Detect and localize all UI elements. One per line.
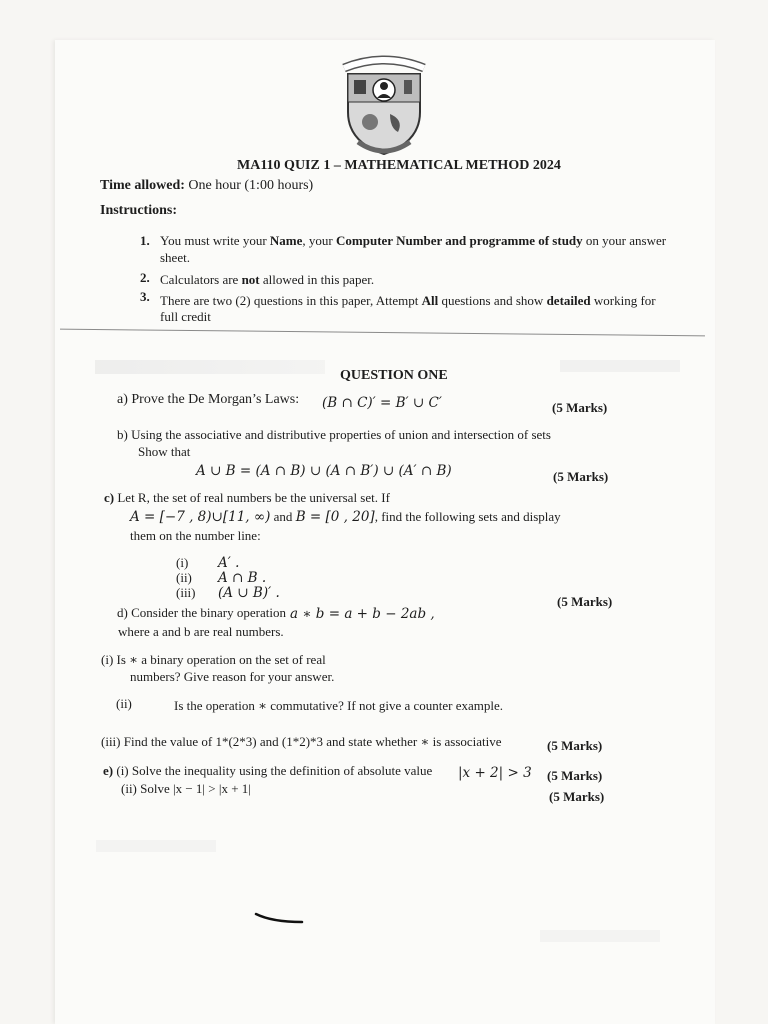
bleed-through-smudge [95, 360, 325, 374]
university-crest-logo [334, 50, 434, 160]
set-b-definition: B = [0 , 20] [295, 509, 375, 525]
question-e-i-marks: (5 Marks) [547, 768, 603, 783]
question-c-item-3-expr: (A ∪ B)′ . [218, 585, 280, 601]
question-d-text: Consider the binary operation [131, 605, 286, 620]
pen-stroke-mark [250, 908, 310, 928]
instruction-2-text: Calculators are not allowed in this paper. [160, 272, 375, 287]
bleed-through-smudge [560, 360, 680, 372]
instruction-1-line2: sheet. [160, 250, 190, 265]
question-e-ii-text: (ii) Solve |x − 1| > |x + 1| [121, 781, 251, 796]
instruction-3-text: There are two (2) questions in this paper, Attempt All questions and show detailed working for [160, 293, 656, 308]
question-b-marks: (5 Marks) [553, 469, 609, 484]
instruction-3-line2: full credit [160, 309, 211, 324]
question-d-label: d) [117, 605, 128, 620]
question-c-text: Let R, the set of real numbers be the universal set. If [117, 490, 390, 505]
question-heading: QUESTION ONE [340, 368, 448, 383]
question-c-sets: A = [−7 , 8)∪[11, ∞) and B = [0 , 20], find the following sets and display [130, 509, 561, 525]
set-a-definition: A = [−7 , 8)∪[11, ∞) [130, 509, 271, 525]
question-d-i-line2: numbers? Give reason for your answer. [130, 669, 335, 684]
time-allowed-value: One hour (1:00 hours) [188, 178, 314, 193]
question-d [117, 605, 286, 621]
question-e-i-text: (i) Solve the inequality using the definition of absolute value [116, 763, 433, 778]
instruction-1-text: You must write your Name, your Computer Number and programme of study on your answer [160, 233, 667, 248]
question-d-formula: a ∗ b = a + b − 2ab , [290, 606, 435, 622]
question-d-i-line1: (i) Is ∗ a binary operation on the set of real [101, 652, 326, 667]
question-b-text: Using the associative and distributive properties of union and intersection of sets [131, 427, 551, 442]
question-c-item-3-num: (iii) [176, 585, 196, 600]
question-a-marks: (5 Marks) [552, 400, 608, 415]
time-allowed-label: Time allowed: [100, 178, 185, 193]
question-c-label: c) [104, 490, 115, 505]
bleed-through-smudge [540, 930, 660, 942]
question-b [117, 427, 551, 443]
question-d-ii-text: Is the operation ∗ commutative? If not give a counter example. [174, 698, 504, 713]
question-e [103, 763, 432, 779]
question-c-line3: them on the number line: [130, 528, 261, 543]
question-c [104, 490, 390, 506]
question-b-label: b) [117, 427, 128, 442]
question-b-show-that: Show that [138, 444, 191, 459]
instructions-label: Instructions: [100, 203, 178, 218]
question-a-label: a) [117, 392, 128, 407]
instruction-1-number: 1. [140, 233, 150, 248]
question-e-i-formula: |x + 2| > 3 [458, 765, 532, 781]
instruction-2-number: 2. [140, 270, 150, 285]
question-a-formula: (B ∩ C)′ = B′ ∪ C′ [322, 395, 442, 411]
exam-title: MA110 QUIZ 1 – MATHEMATICAL METHOD 2024 [237, 158, 561, 173]
question-e-ii-marks: (5 Marks) [549, 789, 605, 804]
question-c-item-2-expr: A ∩ B . [218, 570, 267, 586]
question-c-item-1-num: (i) [176, 555, 189, 570]
question-b-formula: A ∪ B = (A ∩ B) ∪ (A ∩ B′) ∪ (A′ ∩ B) [196, 463, 452, 479]
instruction-3-number: 3. [140, 289, 150, 304]
question-c-item-1-expr: A′ . [218, 555, 240, 571]
question-d-marks: (5 Marks) [547, 738, 603, 753]
question-d-ii-num: (ii) [116, 696, 132, 711]
question-c-marks: (5 Marks) [557, 594, 613, 609]
question-a-text: Prove the De Morgan’s Laws: [131, 392, 300, 407]
question-c-item-2-num: (ii) [176, 570, 192, 585]
bleed-through-smudge [96, 840, 216, 852]
question-d-where: where a and b are real numbers. [118, 624, 284, 639]
question-d-iii-text: (iii) Find the value of 1*(2*3) and (1*2)*3 and state whether ∗ is associative [101, 734, 502, 749]
time-allowed [100, 178, 313, 194]
question-a [117, 392, 299, 408]
question-e-label: e) [103, 763, 114, 778]
